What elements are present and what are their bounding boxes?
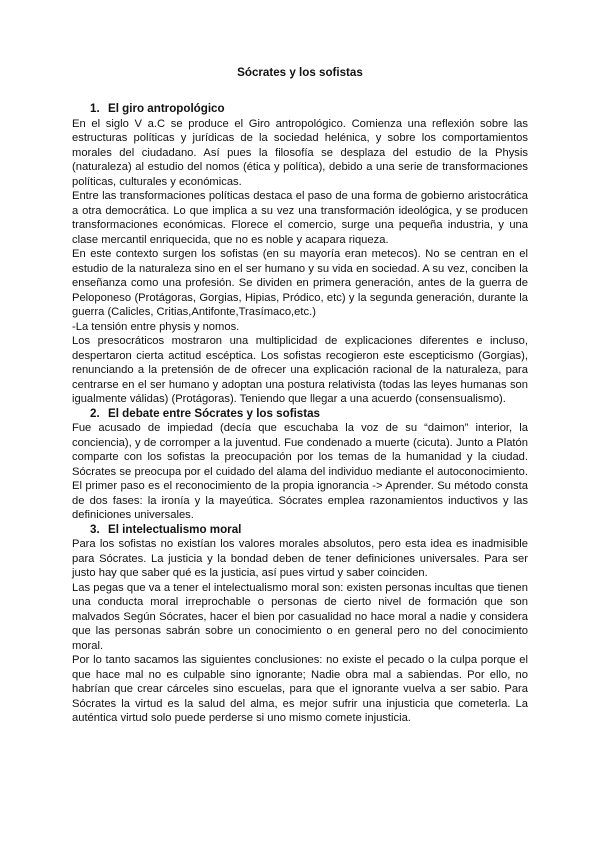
section-number: 2. — [90, 406, 100, 420]
section-heading — [72, 407, 528, 422]
section-debate-socrates-sofistas — [72, 407, 528, 523]
section-title: El giro antropológico — [108, 102, 225, 115]
paragraph: Por lo tanto sacamos las siguientes conclusiones: no existe el pecado o la culpa porque el que hace mal no es culpable sino ignorante; Nadie obra mal a sabiendas. Por ello, no habrían que crear cárceles sino escuelas, para que el ignorante vuelva a ser sabio. Para Sócrates la virtud es la salud del alma, es mejor sufrir una injusticia que cometerla. La auténtica virtud solo puede perderse si uno mismo comete injusticia. — [72, 654, 528, 724]
section-title: El intelectualismo moral — [108, 522, 242, 536]
section-heading — [72, 102, 528, 117]
section-giro-antropologico — [72, 102, 528, 407]
paragraph: Los presocráticos mostraron una multiplicidad de explicaciones diferentes e incluso, despertaron cierta actitud escéptica. Los sofistas recogieron este escepticismo (Gorgias), renunciando a la pretensión de de ofrecer una explicación racional de la naturaleza, para centrarse en el ser humano y adoptan una postura relativista (todas las leyes humanas son igualmente válidas) (Protágoras). Teniendo que llegar a una acuerdo (consensualismo). — [72, 335, 528, 405]
document-title: Sócrates y los sofistas — [237, 66, 363, 79]
paragraph: Fue acusado de impiedad (decía que escuchaba la voz de su “daimon” interior, la conciencia), y de corromper a la juventud. Fue condenado a muerte (cicuta). Junto a Platón comparte con los sofistas la preocupación por los temas de la humanidad y la ciudad. Sócrates se preocupa por el cuidado del alama del individuo mediante el autoconocimiento. El primer paso es el reconocimiento de la propia ignorancia -> Aprender. Su método consta de dos fases: la ironía y la mayeútica. Sócrates emplea razonamientos inductivos y las definiciones universales. — [72, 422, 528, 521]
paragraph: Las pegas que va a tener el intelectualismo moral son: existen personas incultas que tienen una conducta moral irreprochable o personas de cierto nivel de formación que son malvados Según Sócrates, hacer el bien por casualidad no hace moral a nadie y considera que las personas sabrán sobre un conocimiento o en general pero no del conocimiento moral. — [72, 581, 528, 652]
paragraph: -La tensión entre physis y nomos. — [72, 320, 240, 333]
section-number: 3. — [90, 522, 100, 536]
section-number: 1. — [90, 102, 100, 115]
section-title: El debate entre Sócrates y los sofistas — [108, 406, 320, 420]
paragraph: Entre las transformaciones políticas destaca el paso de una forma de gobierno aristocrática a otra democrática. Lo que implica a su vez una transformación ideológica, y se producen transformaciones económicas. Florece el comercio, surge una pequeña industria, y una clase mercantil enriquecida, que no es noble y acapara riqueza. — [72, 190, 528, 246]
paragraph: Para los sofistas no existían los valores morales absolutos, pero esta idea es inadmisible para Sócrates. La justicia y la bondad deben de tener definiciones universales. Para ser justo hay que saber qué es la justicia, así pues virtud y saber coinciden. — [72, 538, 528, 579]
paragraph: En el siglo V a.C se produce el Giro antropológico. Comienza una reflexión sobre las estructuras políticas y jurídicas de la sociedad helénica, y sobre los comportamientos morales del ciudadano. Así pues la filosofía se desplaza del estudio de la Physis (naturaleza) al estudio del nomos (ética y política), debido a una serie de transformaciones políticas, culturales y económicas. — [72, 117, 528, 188]
paragraph: En este contexto surgen los sofistas (en su mayoría eran metecos). No se centran en el estudio de la naturaleza sino en el ser humano y su vida en sociedad. A su vez, conciben la enseñanza como una profesión. Se dividen en primera generación, antes de la guerra de Peloponeso (Protágoras, Gorgias, Hipias, Pródico, etc) y la segunda generación, durante la guerra (Calicles, Critias,Antifonte,Trasímaco,etc.) — [72, 248, 528, 318]
section-heading — [72, 523, 528, 538]
section-intelectualismo-moral — [72, 523, 528, 726]
